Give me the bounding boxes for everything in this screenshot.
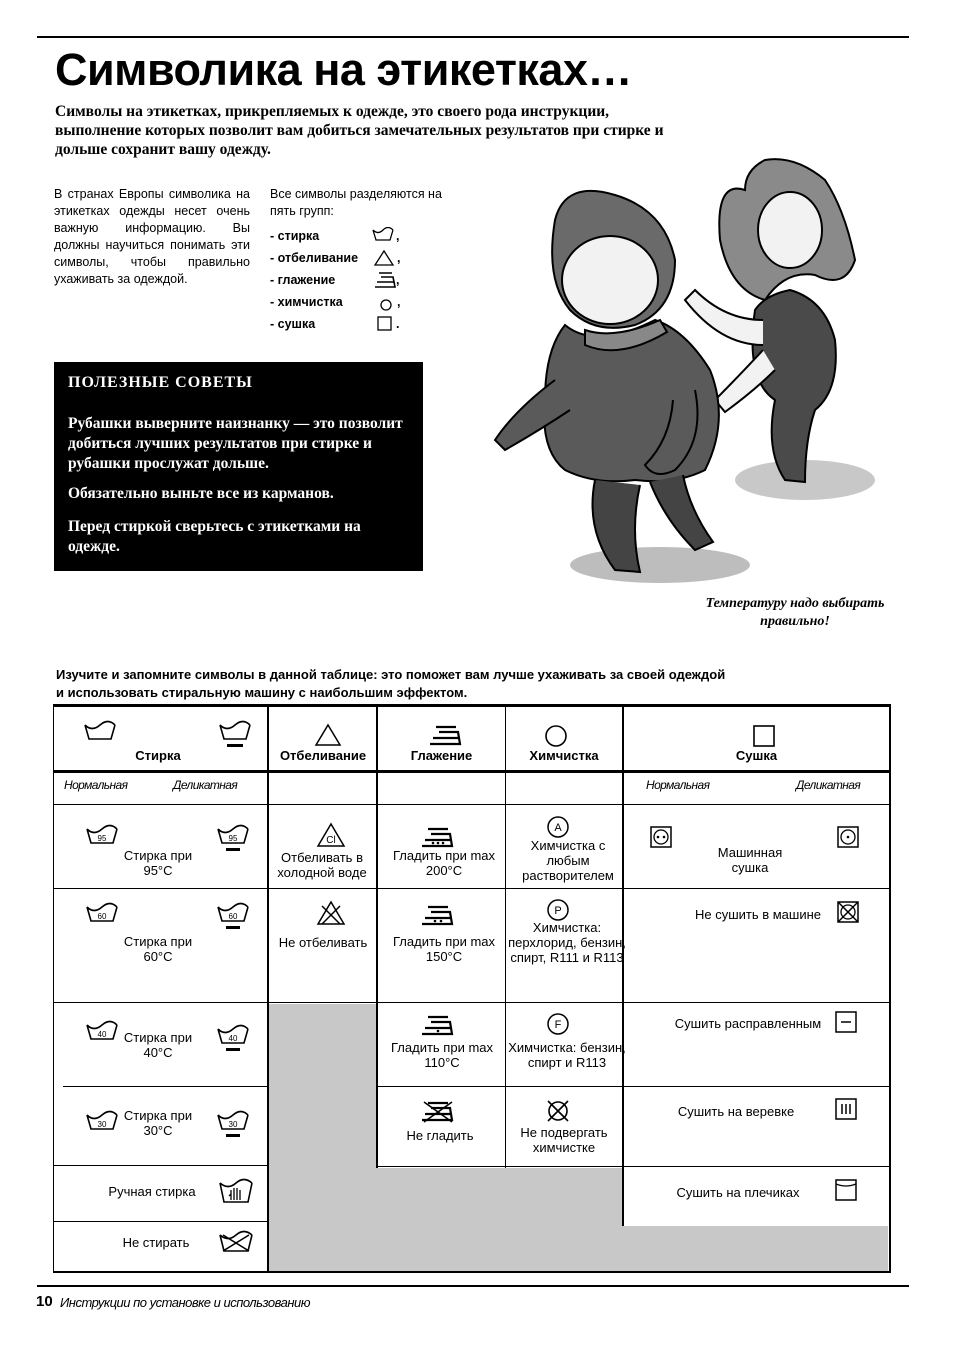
tips-title: ПОЛЕЗНЫЕ СОВЕТЫ — [68, 374, 253, 391]
row-sep-2 — [53, 1002, 889, 1003]
wash-30-label: Стирка при 30°C — [123, 1108, 193, 1138]
bleach-cold-label: Отбеливать в холодной воде — [277, 850, 367, 880]
header-bleach: Отбеливание — [279, 748, 367, 763]
svg-text:30: 30 — [228, 1120, 238, 1129]
page-title: Символика на этикетках… — [55, 44, 632, 95]
col-sep-1 — [267, 704, 269, 1273]
row-sep-3b — [376, 1086, 889, 1087]
dryclean-p-icon — [546, 898, 570, 922]
dancing-couple-illustration — [445, 150, 915, 590]
tip-3: Перед стиркой сверьтесь с этикетками на одежде. — [68, 518, 361, 555]
group-iron: - глажение , — [270, 273, 400, 287]
wash-30-delicate-icon — [217, 1112, 249, 1140]
machine-dry-delicate-icon — [837, 826, 861, 850]
illustration-caption: Температуру надо выбирать правильно! — [705, 596, 885, 629]
wash-95-delicate-icon — [217, 826, 249, 854]
hand-wash-label: Ручная стирка — [108, 1184, 196, 1199]
grey-fill-right — [623, 1226, 888, 1272]
iron-150-label: Гладить при max 150°C — [392, 934, 495, 964]
tips-box — [54, 362, 423, 571]
table-left-border — [53, 704, 54, 1273]
svg-text:A: A — [554, 822, 562, 834]
svg-text:60: 60 — [97, 912, 107, 921]
tip-1: Рубашки выверните наизнанку — это позволит добиться лучших результатов при стирке и рубашки прослужат дольше. — [68, 415, 403, 472]
col-sep-3 — [505, 704, 506, 1168]
no-wash-label: Не стирать — [122, 1235, 190, 1250]
iron-icon — [373, 271, 397, 289]
iron-110-label: Гладить при max 110°C — [390, 1040, 493, 1070]
machine-dry-label: Машинная сушка — [717, 845, 783, 875]
hanger-dry-icon — [835, 1179, 859, 1203]
sub-delicate-dry: Деликатная — [796, 778, 861, 792]
row-sep-4b — [376, 1166, 889, 1167]
line-dry-icon — [835, 1098, 859, 1122]
wash-tub-icon — [84, 722, 116, 742]
table-header-border — [53, 770, 891, 773]
svg-text:40: 40 — [97, 1030, 107, 1039]
grey-fill-bottom — [268, 1168, 623, 1272]
dryclean-f-label: Химчистка: бензин, спирт и R113 — [508, 1040, 626, 1070]
no-bleach-label: Не отбеливать — [278, 935, 368, 950]
no-dryclean-label: Не подвергать химчистке — [520, 1125, 608, 1155]
wash-40-label: Стирка при 40°C — [123, 1030, 193, 1060]
footer-text: Инструкции по установке и использованию — [60, 1295, 310, 1310]
group-dryclean: - химчистка , — [270, 291, 470, 313]
top-rule — [37, 36, 909, 38]
no-iron-label: Не гладить — [406, 1128, 474, 1143]
wash-delicate-icon — [219, 722, 251, 750]
wash-tub-icon — [372, 227, 394, 243]
svg-text:P: P — [554, 905, 562, 917]
table-top-border — [53, 704, 891, 707]
groups-intro: Все символы разделяются на пять групп: — [270, 187, 442, 218]
dryclean-p-label: Химчистка: перхлорид, бензин, спирт, R111 и R113 — [508, 920, 626, 965]
header-wash: Стирка — [135, 748, 181, 763]
svg-text:Cl: Cl — [326, 835, 336, 846]
svg-text:95: 95 — [97, 834, 107, 843]
no-iron-icon — [420, 1100, 454, 1124]
flat-dry-label: Сушить расправленным — [674, 1016, 822, 1031]
wash-40-delicate-icon — [217, 1026, 249, 1054]
group-bleach: - отбеливание , — [270, 251, 401, 265]
dryclean-a-label: Химчистка с любым растворителем — [522, 838, 614, 883]
triangle-icon — [374, 249, 394, 267]
no-dryclean-icon — [545, 1098, 571, 1124]
row-sep-1 — [53, 888, 889, 889]
table-bottom-border — [53, 1271, 891, 1273]
header-iron: Глажение — [410, 748, 473, 763]
sub-normal-wash: Нормальная — [64, 778, 128, 792]
page-number: 10 — [36, 1293, 53, 1310]
sub-delicate-wash: Деликатная — [173, 778, 238, 792]
no-machine-dry-label: Не сушить в машине — [694, 907, 822, 922]
wash-40-icon — [86, 1022, 118, 1042]
svg-text:60: 60 — [228, 912, 238, 921]
tip-2: Обязательно выньте все из карманов. — [68, 485, 334, 502]
no-wash-icon — [219, 1232, 253, 1254]
circle-icon — [543, 723, 569, 749]
square-icon — [752, 724, 776, 748]
iron-150-icon — [420, 904, 454, 926]
bleach-cl-icon — [316, 822, 346, 848]
flat-dry-icon — [835, 1011, 859, 1035]
table-right-border — [889, 704, 891, 1273]
circle-icon — [378, 297, 394, 313]
row-sep-4 — [53, 1165, 268, 1166]
iron-110-icon — [420, 1014, 454, 1036]
wash-95-icon — [86, 826, 118, 846]
groups-block — [270, 186, 470, 335]
wash-95-label: Стирка при 95°C — [123, 848, 193, 878]
europe-text: В странах Европы символика на этикетках одежды несет очень важную информацию. Вы должны научиться понимать эти символы, чтобы правильно ухаживать за одеждой. — [54, 187, 250, 286]
wash-60-label: Стирка при 60°C — [123, 934, 193, 964]
group-dry: - сушка . — [270, 317, 400, 331]
svg-text:30: 30 — [97, 1120, 107, 1129]
wash-60-icon — [86, 904, 118, 924]
header-dry: Сушка — [735, 748, 778, 763]
bottom-rule — [37, 1285, 909, 1287]
iron-200-label: Гладить при max 200°C — [392, 848, 495, 878]
triangle-icon — [314, 723, 342, 747]
header-dry-clean: Химчистка — [529, 748, 599, 763]
machine-dry-normal-icon — [650, 826, 674, 850]
svg-text:95: 95 — [228, 834, 238, 843]
group-wash: - стирка , — [270, 229, 400, 243]
dryclean-a-icon — [546, 815, 570, 839]
svg-text:40: 40 — [228, 1034, 238, 1043]
dryclean-f-icon — [546, 1012, 570, 1036]
wash-60-delicate-icon — [217, 904, 249, 932]
sub-normal-dry: Нормальная — [646, 778, 710, 792]
row-sep-3a — [63, 1086, 268, 1087]
study-text: Изучите и запомните символы в данной таблице: это поможет вам лучше ухаживать за своей одеждой и использовать стиральную машину с наибольшим эффектом. — [56, 667, 726, 700]
hanger-dry-label: Сушить на плечиках — [676, 1185, 800, 1200]
svg-text:F: F — [554, 1019, 562, 1031]
table-sub-border — [53, 804, 891, 805]
iron-icon — [428, 724, 462, 746]
square-icon — [376, 315, 394, 333]
wash-30-icon — [86, 1112, 118, 1132]
no-machine-dry-icon — [837, 901, 861, 925]
line-dry-label: Сушить на веревке — [677, 1104, 795, 1119]
hand-wash-icon — [219, 1180, 253, 1206]
row-sep-5 — [53, 1221, 268, 1222]
intro-text: Символы на этикетках, прикрепляемых к одежде, это своего рода инструкции, выполнение которых позволит вам добиться замечательных результатов при стирке и дольше сохранит вашу одежду. — [55, 103, 664, 158]
iron-200-icon — [420, 826, 454, 848]
no-bleach-icon — [316, 900, 346, 926]
